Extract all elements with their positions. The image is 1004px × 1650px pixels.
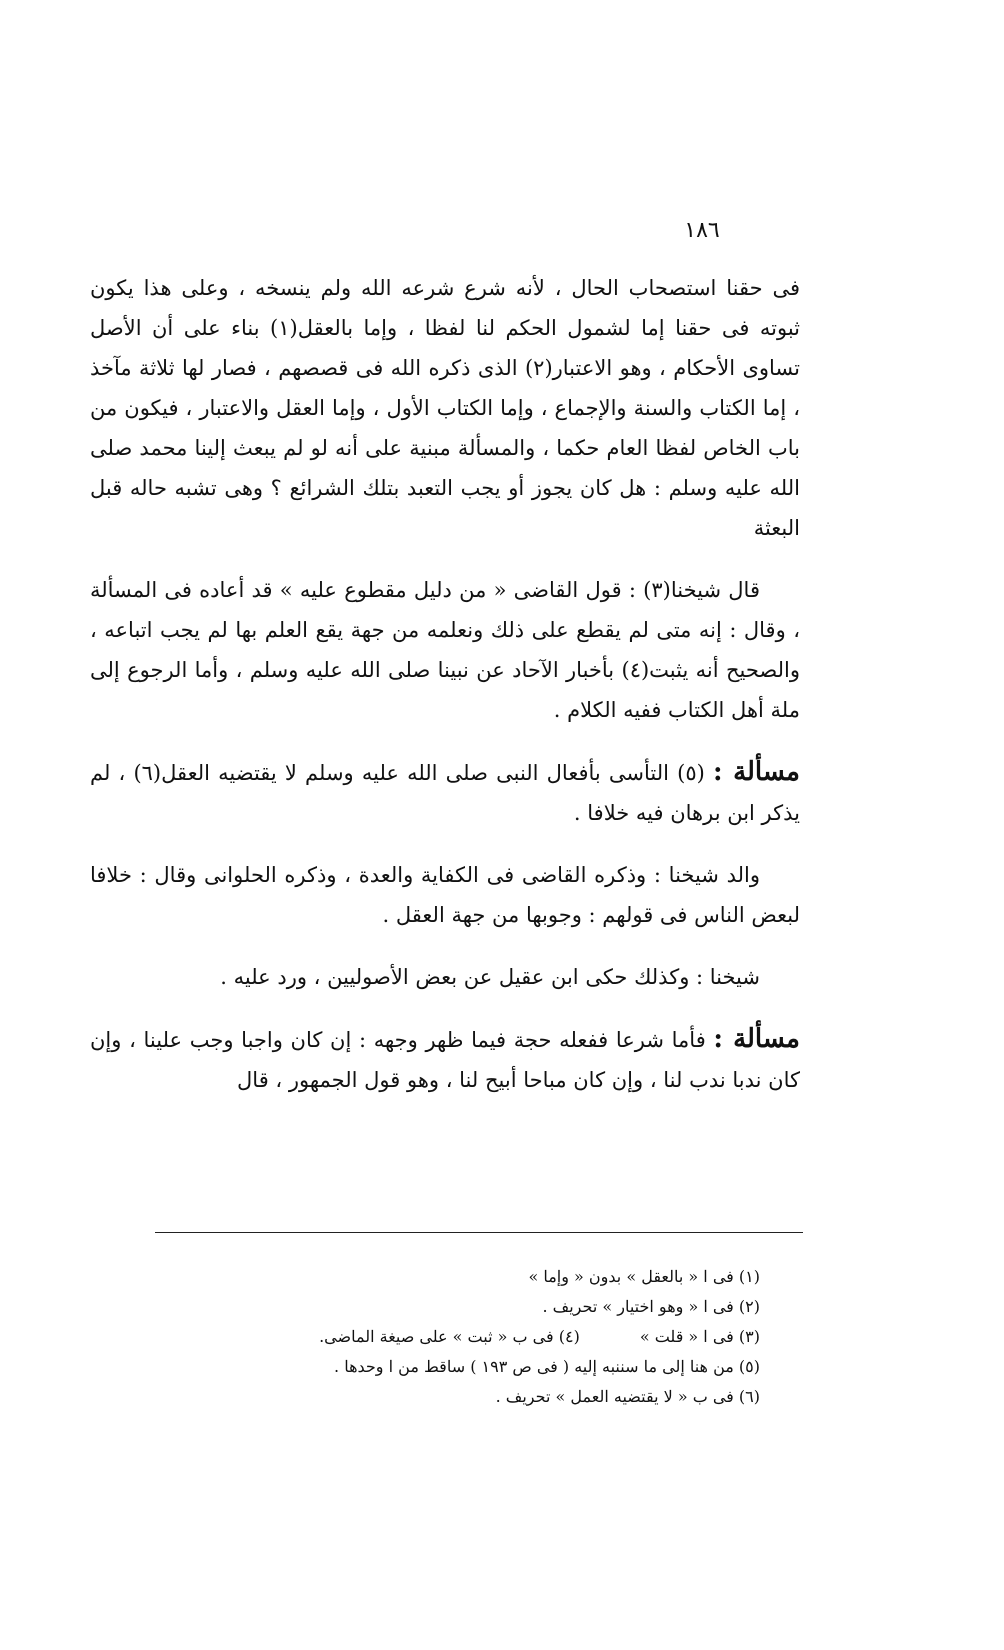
masala-note-marker: (٥) — [677, 761, 705, 785]
footnote-1: (١) فى ا « بالعقل » بدون « وإما » — [528, 1267, 760, 1286]
footnote-6: (٦) فى ب « لا يقتضيه العمل » تحريف . — [495, 1387, 760, 1406]
footnote-4: (٤) فى ب « ثبت » على صيغة الماضى. — [319, 1327, 580, 1346]
paragraph-4: والد شيخنا : وذكره القاضى فى الكفاية والعدة ، وذكره الحلوانى وقال : خلافا لبعض الناس فى قولهم : وجوبها من جهة العقل . — [90, 863, 800, 927]
footnote-5: (٥) من هنا إلى ما سننبه إليه ( فى ص ١٩٣ ) ساقط من ا وحدها . — [334, 1357, 760, 1376]
paragraph-5: شيخنا : وكذلك حكى ابن عقيل عن بعض الأصوليين ، ورد عليه . — [220, 965, 760, 989]
paragraph-6-text: فأما شرعا ففعله حجة فيما ظهر وجهه : إن كان واجبا وجب علينا ، وإن كان ندبا ندب لنا ، وإن كان مباحا أبيح لنا ، وهو قول الجمهور ، قال — [90, 1028, 800, 1092]
footnote-row-3-4 — [200, 1322, 760, 1352]
main-text — [90, 268, 800, 1100]
paragraph-3-text: التأسى بأفعال النبى صلى الله عليه وسلم لا يقتضيه العقل(٦) ، لم يذكر ابن برهان فيه خلافا . — [90, 761, 800, 825]
paragraph-6 — [90, 1019, 800, 1100]
paragraph-2: قال شيخنا(٣) : قول القاضى « من دليل مقطوع عليه » قد أعاده فى المسألة ، وقال : إنه متى لم يقطع على ذلك ونعلمه من جهة يقع العلم بها لم يجب اتباعه ، والصحيح أنه يثبت(٤) بأخبار الآحاد عن نبينا صلى الله عليه وسلم ، وأما الرجوع إلى ملة أهل الكتاب ففيه الكلام . — [90, 578, 800, 722]
paragraph-3 — [90, 752, 800, 833]
footnote-2: (٢) فى ا « وهو اختيار » تحريف . — [542, 1297, 760, 1316]
paragraph-1: فى حقنا استصحاب الحال ، لأنه شرع شرعه الله ولم ينسخه ، وعلى هذا يكون ثبوته فى حقنا إما لشمول الحكم لنا لفظا ، وإما بالعقل(١) بناء على أن الأصل تساوى الأحكام ، وهو الاعتبار(٢) الذى ذكره الله فى قصصهم ، فصار لها ثلاثة مآخذ ، إما الكتاب والسنة والإجماع ، وإما الكتاب الأول ، وإما العقل والاعتبار ، فيكون من باب الخاص لفظا العام حكما ، والمسألة مبنية على أنه لو لم يبعث إلينا محمد صلى الله عليه وسلم : هل كان يجوز أو يجب التعبد بتلك الشرائع ؟ وهى تشبه حاله قبل البعثة — [90, 276, 801, 540]
masala-heading: مسألة : — [712, 757, 800, 787]
footnote-3: (٣) فى ا « قلت » — [639, 1327, 760, 1346]
page-number: ١٨٦ — [684, 218, 720, 243]
footnotes — [200, 1262, 760, 1412]
footnote-divider — [155, 1232, 803, 1233]
masala-heading-2: مسألة : — [713, 1024, 800, 1054]
